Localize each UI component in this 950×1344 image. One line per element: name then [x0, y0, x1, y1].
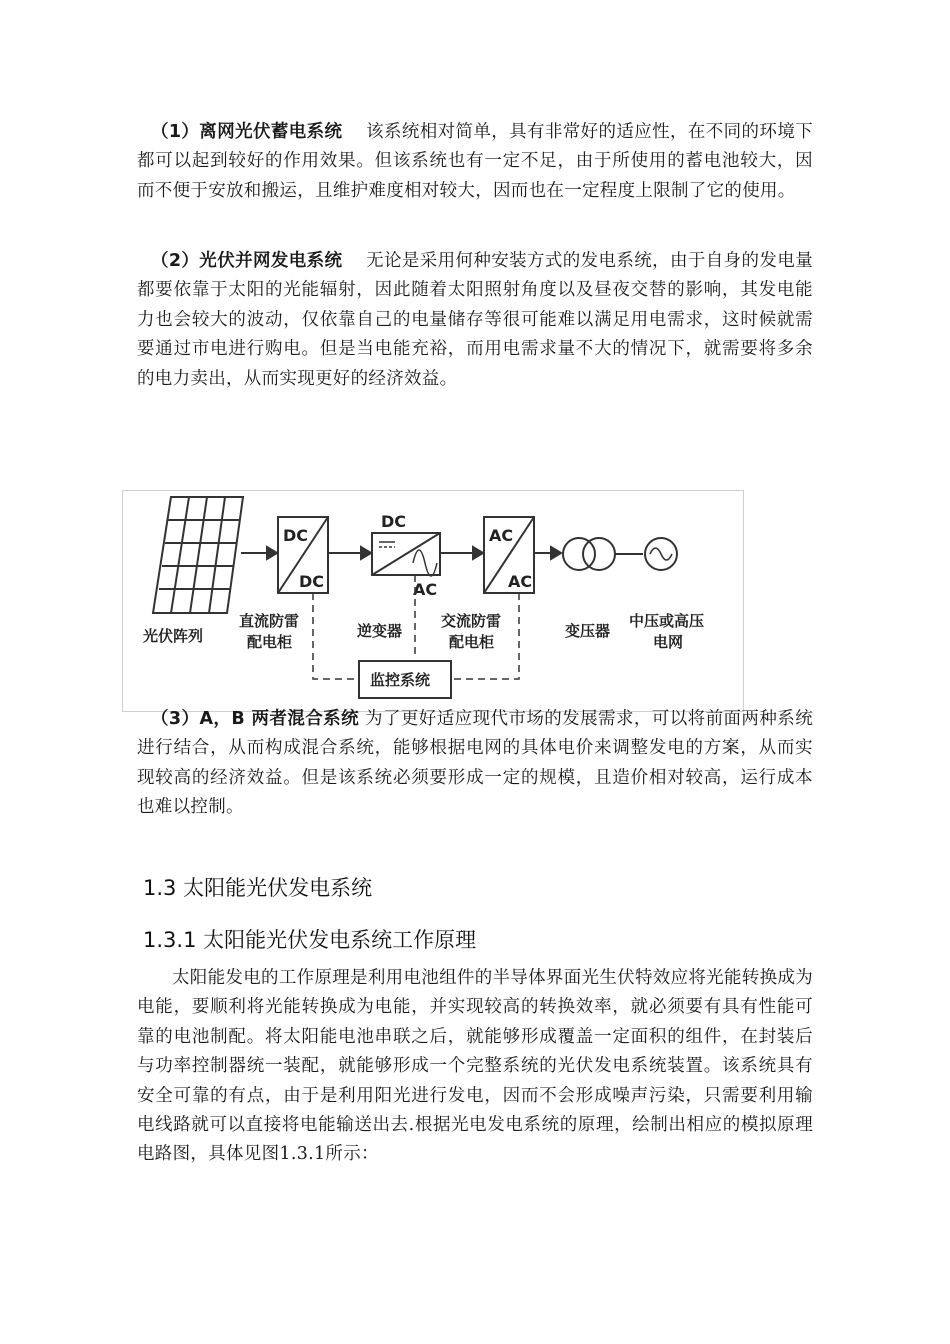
inverter-icon [372, 533, 440, 576]
pv-system-diagram [122, 490, 744, 712]
inverter-bottom-label: AC [413, 580, 438, 599]
pv-array-icon [153, 497, 243, 613]
grid-label-line1: 中压或高压 [629, 612, 705, 630]
paragraph-offgrid [137, 118, 813, 206]
ac-cabinet-label-line2: 配电柜 [449, 633, 495, 651]
paragraph-hybrid [137, 705, 813, 823]
paragraph-body: 该系统相对简单，具有非常好的适应性，在不同的环境下都可以起到较好的作用效果。但该系统也有一定不足，由于所使用的蓄电池较大，因而不便于安放和搬运，且维护难度相对较大，因而也在一定程度上限制了它的使用。 [137, 122, 813, 201]
grid-icon [645, 538, 677, 570]
paragraph-body: 为了更好适应现代市场的发展需求，可以将前面两种系统进行结合，从而构成混合系统，能够根据电网的具体电价来调整发电的方案，从而实现较高的经济效益。但是该系统必须要形成一定的规模，且造价相对较高，运行成本也难以控制。 [137, 709, 813, 818]
inverter-label: 逆变器 [357, 622, 403, 640]
pv-array-label: 光伏阵列 [143, 627, 204, 645]
ac-cabinet-label-line1: 交流防雷 [441, 612, 502, 630]
paragraph-body: 无论是采用何种安装方式的发电系统，由于自身的发电量都要依靠于太阳的光能辐射，因此随着太阳照射角度以及昼夜交替的影响，其发电能力也会较大的波动，仅依靠自己的电量储存等很可能难以满足用电需求，这时候就需要通过市电进行购电。但是当电能充裕，而用电需求量不大的情况下，就需要将多余的电力卖出，从而实现更好的经济效益。 [137, 251, 813, 389]
dc-cabinet-label-line1: 直流防雷 [239, 612, 300, 630]
paragraph-lead: （2）光伏并网发电系统 [151, 251, 343, 271]
paragraph-lead: （3）A，B 两者混合系统 [151, 709, 360, 729]
monitor-label: 监控系统 [370, 671, 431, 689]
paragraph-body: 太阳能发电的工作原理是利用电池组件的半导体界面光生伏特效应将光能转换成为电能，要顺利将光能转换成为电能，并实现较高的转换效率，就必须要有具有性能可靠的电池制配。将太阳能电池串联之后，就能够形成覆盖一定面积的组件，在封装后与功率控制器统一装配，就能够形成一个完整系统的光伏发电系统装置。该系统具有安全可靠的有点，由于是利用阳光进行发电，因而不会形成噪声污染，只需要利用输电线路就可以直接将电能输送出去.根据光电发电系统的原理，绘制出相应的模拟原理电路图，具体见图1.3.1所示： [137, 968, 813, 1165]
ac-ac-bottom-label: AC [508, 572, 533, 591]
subsection-heading: 1.3.1 太阳能光伏发电系统工作原理 [143, 928, 477, 952]
paragraph-lead: （1）离网光伏蓄电系统 [151, 122, 343, 142]
grid-label-line2: 电网 [653, 633, 684, 651]
ac-ac-top-label: AC [489, 526, 514, 545]
section-heading: 1.3 太阳能光伏发电系统 [143, 876, 373, 900]
dc-cabinet-label-line2: 配电柜 [247, 633, 293, 651]
paragraph-principle [137, 964, 813, 1170]
transformer-icon [563, 538, 615, 570]
dc-dc-top-label: DC [283, 526, 309, 545]
transformer-label: 变压器 [565, 622, 611, 640]
inverter-top-label: DC [381, 512, 407, 531]
paragraph-gridtie [137, 247, 813, 394]
dc-dc-bottom-label: DC [299, 572, 325, 591]
